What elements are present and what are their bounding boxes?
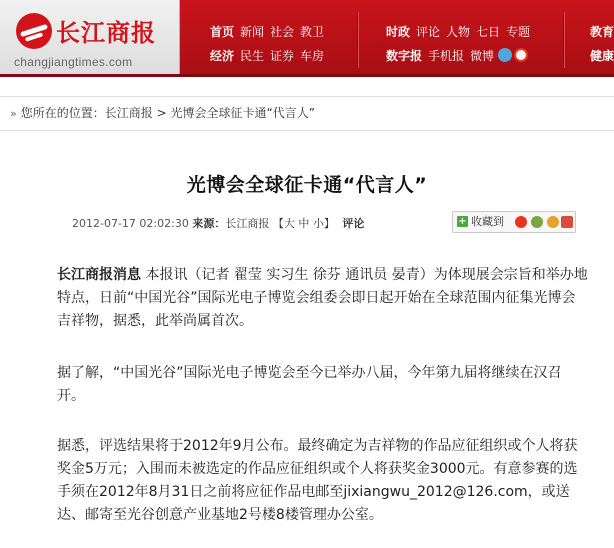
nav-item-topics[interactable]: 专题 [506, 25, 531, 39]
nav-item-weibo[interactable]: 微博 [470, 49, 495, 63]
chevron-right-double-icon: » [10, 107, 17, 120]
nav-item-home[interactable]: 首页 [210, 25, 235, 39]
share-icon[interactable] [561, 216, 573, 228]
logo[interactable] [0, 0, 180, 77]
nav-item-mobile-paper[interactable]: 手机报 [428, 49, 465, 63]
divider [0, 96, 614, 97]
article-title: 光博会全球征卡通“代言人” [186, 174, 428, 196]
nav-item-politics[interactable]: 时政 [386, 25, 411, 39]
logo-emblem-icon [16, 13, 52, 49]
nav-item-opinion[interactable]: 评论 [416, 25, 441, 39]
nav-item-society[interactable]: 社会 [270, 25, 295, 39]
article-lead: 长江商报消息 [57, 267, 141, 283]
breadcrumb-prefix: 您所在的位置： [20, 106, 105, 120]
source-link[interactable]: 长江商报 [225, 217, 270, 230]
breadcrumb-home-link[interactable]: 长江商报 [104, 106, 153, 120]
nav-item-auto-property[interactable]: 车房 [300, 49, 325, 63]
nav-item-health[interactable]: 健康 [590, 49, 614, 63]
breadcrumb-current: 光博会全球征卡通“代言人” [170, 106, 315, 120]
comment-link[interactable]: 评论 [342, 217, 365, 230]
nav-item-economy[interactable]: 经济 [210, 49, 235, 63]
header-shadow [0, 74, 614, 77]
article-paragraph [57, 264, 589, 333]
nav-group-secondary [386, 20, 536, 68]
logo-url: changjiangtimes.com [14, 55, 133, 69]
source-label: 来源： [192, 217, 226, 230]
article-paragraph [57, 435, 589, 527]
nav-group-tertiary [590, 20, 614, 68]
breadcrumb [0, 100, 614, 126]
font-size-controls[interactable]: 【大 中 小】 [272, 217, 335, 230]
breadcrumb-separator: > [156, 106, 167, 120]
share-icon[interactable] [531, 216, 543, 228]
paragraph-text: 据了解，“中国光谷”国际光电子博览会至今已举办八届，今年第九届将继续在汉召开。 [57, 365, 562, 404]
article-paragraph [57, 362, 589, 408]
divider [0, 130, 614, 131]
site-header [0, 0, 614, 77]
article-meta [72, 215, 364, 231]
nav-divider [564, 12, 565, 68]
nav-item-livelihood[interactable]: 民生 [240, 49, 265, 63]
tencent-weibo-icon[interactable] [498, 48, 512, 62]
sina-weibo-icon[interactable] [514, 48, 528, 62]
paragraph-text: 本报讯（记者 翟莹 实习生 徐芬 通讯员 晏青）为体现展会宗旨和举办地特点，日前“中国光谷”国际光电子博览会组委会即日起开始在全球范围内征集光博会吉祥物，据悉，此举尚属首次。 [57, 267, 588, 329]
share-label: 收藏到 [471, 215, 504, 228]
share-icon[interactable] [547, 216, 559, 228]
nav-item-securities[interactable]: 证券 [270, 49, 295, 63]
logo-text: 长江商报 [56, 19, 156, 47]
share-widget[interactable] [452, 211, 576, 233]
nav-item-education[interactable]: 教卫 [300, 25, 325, 39]
nav-divider [358, 12, 359, 68]
nav-item-edu[interactable]: 教育 [590, 25, 614, 39]
add-favorite-icon: + [458, 216, 467, 227]
paragraph-text: 据悉，评选结果将于2012年9月公布。最终确定为吉祥物的作品应征组织或个人将获奖金5万元；入围而未被选定的作品应征组织或个人将获奖金3000元。有意参赛的选手须在2012年8月31日之前将应征作品电邮至jixiangwu_2012@126.com，或送达、邮寄至光谷创意产业基地2号楼8楼管理办公室。 [57, 438, 578, 523]
nav-item-digital-paper[interactable]: 数字报 [386, 49, 423, 63]
nav-item-people[interactable]: 人物 [446, 25, 471, 39]
weibo-icon[interactable] [515, 216, 527, 228]
nav-item-weekly[interactable]: 七日 [476, 25, 501, 39]
nav-group-main [210, 20, 330, 68]
nav-item-news[interactable]: 新闻 [240, 25, 265, 39]
publish-datetime: 2012-07-17 02:02:30 [72, 217, 189, 230]
